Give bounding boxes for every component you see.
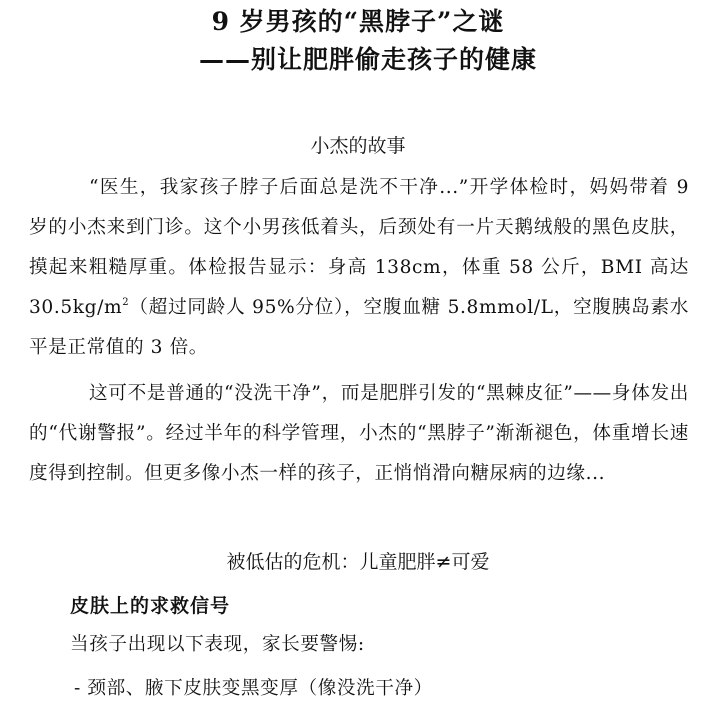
subheading-skin-signals: 皮肤上的求救信号 [70,595,231,617]
paragraph-story-text-part1: “医生，我家孩子脖子后面总是洗不干净...”开学体检时，妈妈带着 9 岁的小杰来到门诊。这个小男孩低着头，后颈处有一片天鹅绒般的黑色皮肤，摸起来粗糙厚重。体检报告显示：身高 138cm，体重 58 公斤，BMI 高达 30.5kg/m [29,177,689,318]
document-title-line1: 9 岁男孩的“黑脖子”之谜 [211,7,505,36]
section-heading-story: 小杰的故事 [310,135,406,157]
intro-line: 当孩子出现以下表现，家长要警惕: [70,634,365,655]
list-item: - 颈部、腋下皮肤变黑变厚（像没洗干净） [74,678,433,699]
section-heading-crisis: 被低估的危机：儿童肥胖≠可爱 [226,551,490,573]
document-title-line2: ——别让肥胖偷走孩子的健康 [198,45,537,74]
paragraph-warning: 这可不是普通的“没洗干净”，而是肥胖引发的“黑棘皮征”——身体发出的“代谢警报”。经过半年的科学管理，小杰的“黑脖子”渐渐褪色，体重增长速度得到控制。但更多像小杰一样的孩子，正悄悄滑向糖尿病的边缘... [29,383,689,484]
bmi-unit-superscript: 2 [122,297,130,308]
paragraph-story-text-part2: （超过同龄人 95%分位），空腹血糖 5.8mmol/L，空腹胰岛素水平是正常值的 3 倍。 [29,297,689,358]
paragraph-story [29,168,689,368]
